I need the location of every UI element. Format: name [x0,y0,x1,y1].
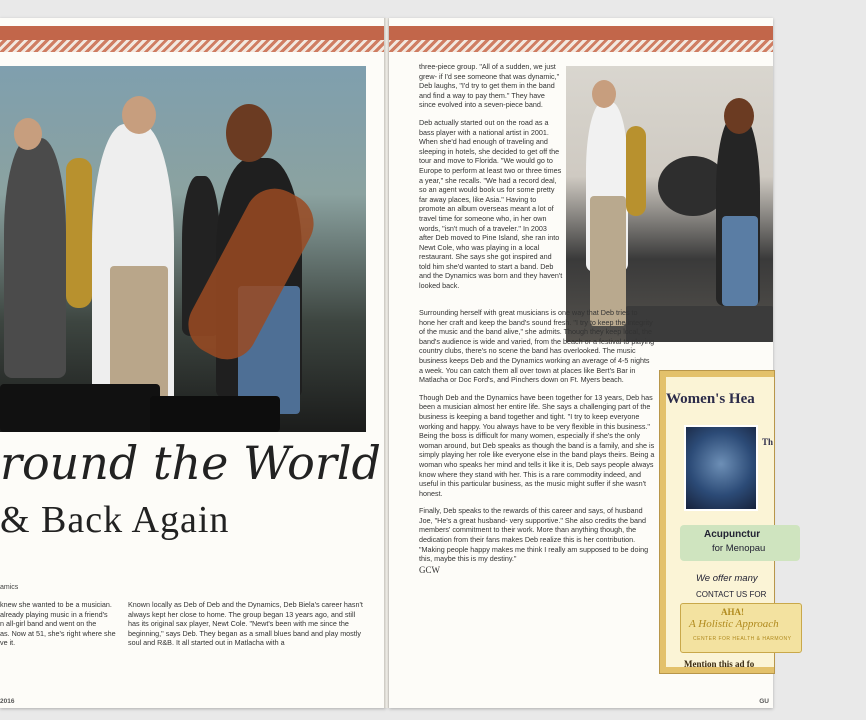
ad-logo [680,603,802,653]
advertisement [659,370,792,674]
intro-line: ve it. [0,638,16,648]
body-column-1 [128,600,366,656]
page-folio-left: 2016 [0,698,15,705]
intro-column [0,600,118,648]
ad-the: Th [762,437,774,447]
ad-logo-name: A Holistic Approach [689,618,779,630]
paragraph: Though Deb and the Dynamics have been together for 13 years, Deb has been a musician almost her entire life. She says a challenging part of the business is keeping a band together and tight. "I try to keep everyone working and happy. You always have to be very flexible in this business." Being the boss is difficult for many women, especially if she's the only woman around, but Deb speaks as though the band is a family, and she is simply playing her role like everyone else in the band plays theirs. Being a woman who speaks her mind and tells it like it is, Deb says people always know where they stand with her. This is a rare commodity indeed, and useful in this particular business, as the music might suffer if she wasn't honest. [419,392,655,498]
paragraph: Deb actually started out on the road as a bass player with a national artist in 2001. When she'd had enough of traveling and sleeping in hotels, she decided to get off the tour and move to Florida. "We would go to Europe to perform at least two or three times a year," she recalls. "We had a record deal, so an agent would book us for some pretty far away places, like Asia." Having to promote an album overseas meant a lot of travel time for someone who, in her own words, "isn't much of a traveler." In 2003 after Deb moved to Pine Island, she ran into Newt Cole, who was playing in a local restaurant. She says she got inspired and told him she'd wanted to start a band. Deb and the Dynamics was born and they haven't looked back. [419,117,563,291]
ad-service-2: for Menopau [712,543,766,554]
left-page [0,18,386,708]
ad-contact: CONTACT US FOR [696,590,767,599]
paragraph: Surrounding herself with great musicians is one way that Deb tries to hone her craft and keep the band's sound fresh. "I try to keep the integrity of the music and the band alive," she admits. Though they keep local, the band's audience is wide and varied, from the beach or a festival to playing country clubs, there's no scene the band has overlooked. The music business keeps Deb and the Dynamics working an average of 4-5 nights a week. You can catch them all over town at places like Bert's Bar in Matlacha or Doc Ford's, and Pinchers down on Ft. Myers beach. [419,308,655,385]
body-column-2 [419,62,563,299]
ad-footer: Mention this ad fo [684,659,755,669]
article-title-line2: & Back Again [0,499,230,541]
ad-headline: Women's Hea [666,391,755,407]
band-photo-left [0,66,366,432]
right-page [389,18,792,708]
ad-service-1: Acupunctur [704,529,761,540]
intro-line: knew she wanted to be a musician. [0,600,112,609]
header-band [389,26,773,52]
intro-line: already playing music in a friend's [0,609,108,619]
ad-offer: We offer many [696,573,758,584]
byline: amics [0,584,19,591]
header-band [0,26,386,52]
brain-image [684,425,758,511]
article-title-line1: round the World [0,436,381,490]
ad-logo-tagline: CENTER FOR HEALTH & HARMONY [693,636,792,642]
ad-service-box [680,525,800,561]
band-photo-right [566,66,773,342]
body-column-3 [419,308,655,575]
paragraph: Known locally as Deb of Deb and the Dynamics, Deb Biela's career hasn't always kept her close to home. The group began 13 years ago, and still has its original sax player, Newt Cole. "Newt's been with me since the beginning," says Deb. They began as a small blues band and play mostly soul and R&B. It all started out in Matlacha with a [128,600,363,648]
author-signature: GCW [419,564,440,575]
intro-line: n all-girl band and went on the [0,619,97,629]
paragraph: three-piece group. "All of a sudden, we just grew- if I'd see someone that was dynamic," Deb laughs, "I'd try to get them in the band and find a way to pay them." They have since evolved into a seven-piece band. [419,62,560,110]
page-folio-right: GU [759,698,769,705]
ad-logo-aha: AHA! [721,607,744,617]
paragraph: Finally, Deb speaks to the rewards of this career and says, of husband Joe, "He's a great husband- very supportive." She also credits the band members' commitment to their work. More than anything though, the dedication from their fans makes Deb realize this is her contribution. "Making people happy makes me think I really am supposed to be doing this, maybe this is my destiny." [419,506,649,564]
intro-line: as. Now at 51, she's right where she [0,628,116,638]
